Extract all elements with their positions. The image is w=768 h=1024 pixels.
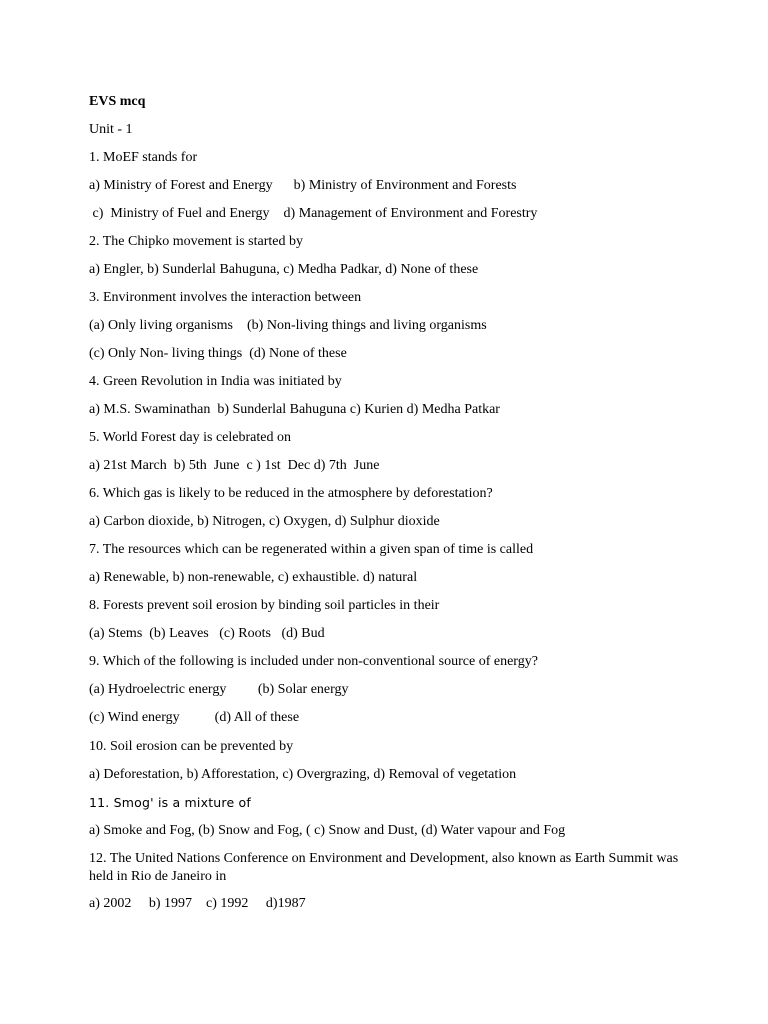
question-12-options: a) 2002 b) 1997 c) 1992 d)1987 [89, 896, 306, 911]
question-2: 2. The Chipko movement is started by [89, 234, 303, 249]
question-8-options: (a) Stems (b) Leaves (c) Roots (d) Bud [89, 626, 325, 641]
question-5: 5. World Forest day is celebrated on [89, 430, 291, 445]
question-11-options: a) Smoke and Fog, (b) Snow and Fog, ( c) Snow and Dust, (d) Water vapour and Fog [89, 823, 566, 838]
question-5-options: a) 21st March b) 5th June c ) 1st Dec d) 7th June [89, 458, 380, 473]
question-7-options: a) Renewable, b) non-renewable, c) exhaustible. d) natural [89, 570, 418, 585]
question-4-options: a) M.S. Swaminathan b) Sunderlal Bahuguna c) Kurien d) Medha Patkar [89, 402, 500, 417]
question-1-options-a-b: a) Ministry of Forest and Energy b) Ministry of Environment and Forests [89, 178, 517, 193]
question-6: 6. Which gas is likely to be reduced in the atmosphere by deforestation? [89, 486, 493, 501]
document-title: EVS mcq [89, 94, 146, 109]
question-10-options: a) Deforestation, b) Afforestation, c) Overgrazing, d) Removal of vegetation [89, 767, 517, 782]
question-10: 10. Soil erosion can be prevented by [89, 739, 294, 754]
question-7: 7. The resources which can be regenerated within a given span of time is called [89, 542, 534, 557]
unit-heading: Unit - 1 [89, 122, 133, 137]
question-9-options-a-b: (a) Hydroelectric energy (b) Solar energy [89, 682, 349, 697]
question-9-options-c-d: (c) Wind energy (d) All of these [89, 710, 300, 725]
question-11: 11. Smog' is a mixture of [89, 795, 251, 810]
question-1: 1. MoEF stands for [89, 150, 198, 165]
question-9: 9. Which of the following is included under non-conventional source of energy? [89, 654, 538, 669]
question-1-options-c-d: c) Ministry of Fuel and Energy d) Management of Environment and Forestry [89, 206, 538, 221]
question-3: 3. Environment involves the interaction between [89, 290, 362, 305]
question-6-options: a) Carbon dioxide, b) Nitrogen, c) Oxygen, d) Sulphur dioxide [89, 514, 440, 529]
question-8: 8. Forests prevent soil erosion by binding soil particles in their [89, 598, 440, 613]
question-3-options-a-b: (a) Only living organisms (b) Non-living things and living organisms [89, 318, 487, 333]
question-12: 12. The United Nations Conference on Environment and Development, also known as Earth Summit was held in Rio de Janeiro in [89, 851, 682, 884]
question-4: 4. Green Revolution in India was initiated by [89, 374, 342, 389]
question-2-options: a) Engler, b) Sunderlal Bahuguna, c) Medha Padkar, d) None of these [89, 262, 479, 277]
question-3-options-c-d: (c) Only Non- living things (d) None of these [89, 346, 347, 361]
